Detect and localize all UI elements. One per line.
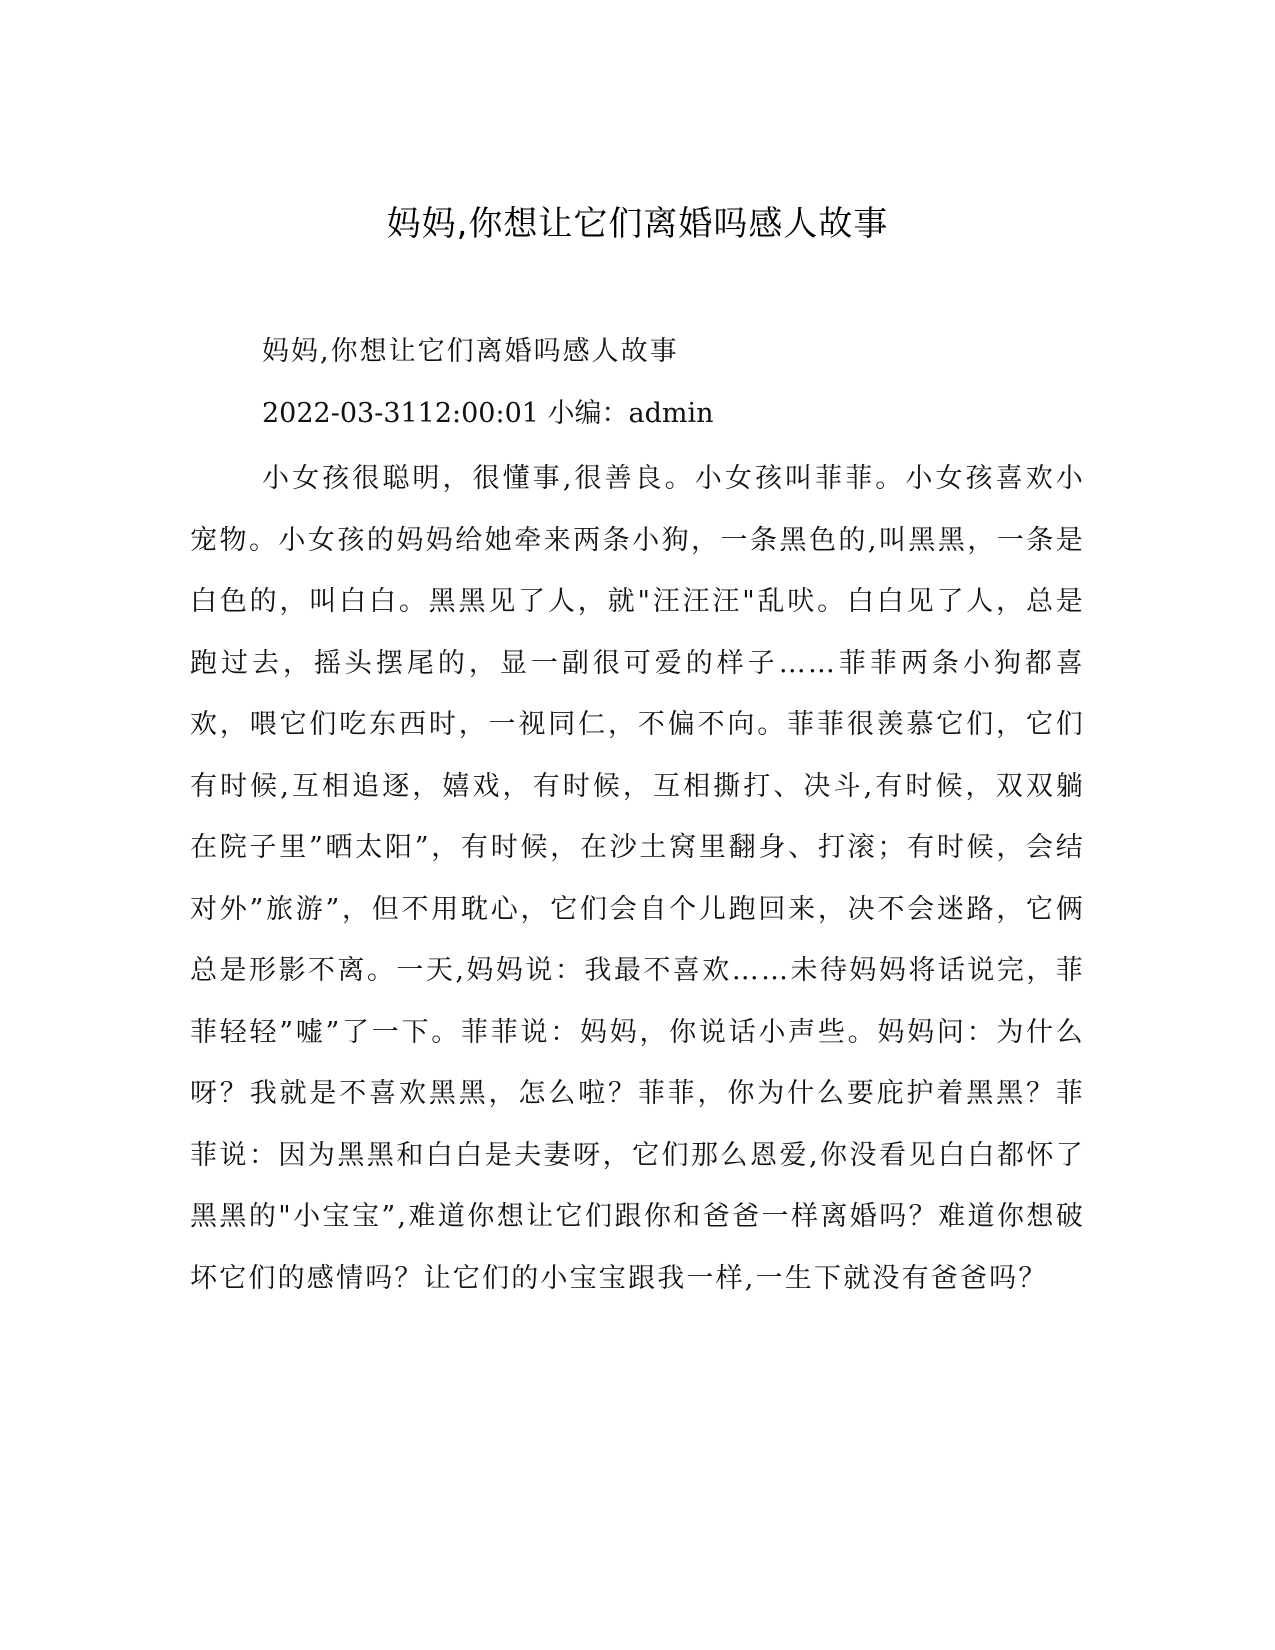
document-title: 妈妈,你想让它们离婚吗感人故事: [386, 204, 889, 244]
document-meta: 2022-03-3112:00:01 小编：admin: [262, 398, 714, 429]
document-body-paragraph: 小女孩很聪明，很懂事,很善良。小女孩叫菲菲。小女孩喜欢小宠物。小女孩的妈妈给她牵来两条小狗，一条黑色的,叫黑黑，一条是白色的，叫白白。黑黑见了人，就"汪汪汪"乱吠。白白见了人，总是跑过去，摇头摆尾的，显一副很可爱的样子……菲菲两条小狗都喜欢，喂它们吃东西时，一视同仁，不偏不向。菲菲很羡慕它们，它们有时候,互相追逐，嬉戏，有时候，互相撕打、决斗,有时候，双双躺在院子里”晒太阳”，有时候，在沙土窝里翻身、打滚；有时候，会结对外”旅游”，但不用耽心，它们会自个儿跑回来，决不会迷路，它俩总是形影不离。一天,妈妈说：我最不喜欢……未待妈妈将话说完，菲菲轻轻”嘘”了一下。菲菲说：妈妈，你说话小声些。妈妈问：为什么呀？我就是不喜欢黑黑，怎么啦？菲菲，你为什么要庇护着黑黑？菲菲说：因为黑黑和白白是夫妻呀，它们那么恩爱,你没看见白白都怀了黑黑的"小宝宝”,难道你想让它们跟你和爸爸一样离婚吗？难道你想破坏它们的感情吗？让它们的小宝宝跟我一样,一生下就没有爸爸吗？: [190, 463, 1085, 1294]
document-subtitle: 妈妈,你想让它们离婚吗感人故事: [262, 336, 679, 367]
document-content: [190, 330, 1085, 1309]
